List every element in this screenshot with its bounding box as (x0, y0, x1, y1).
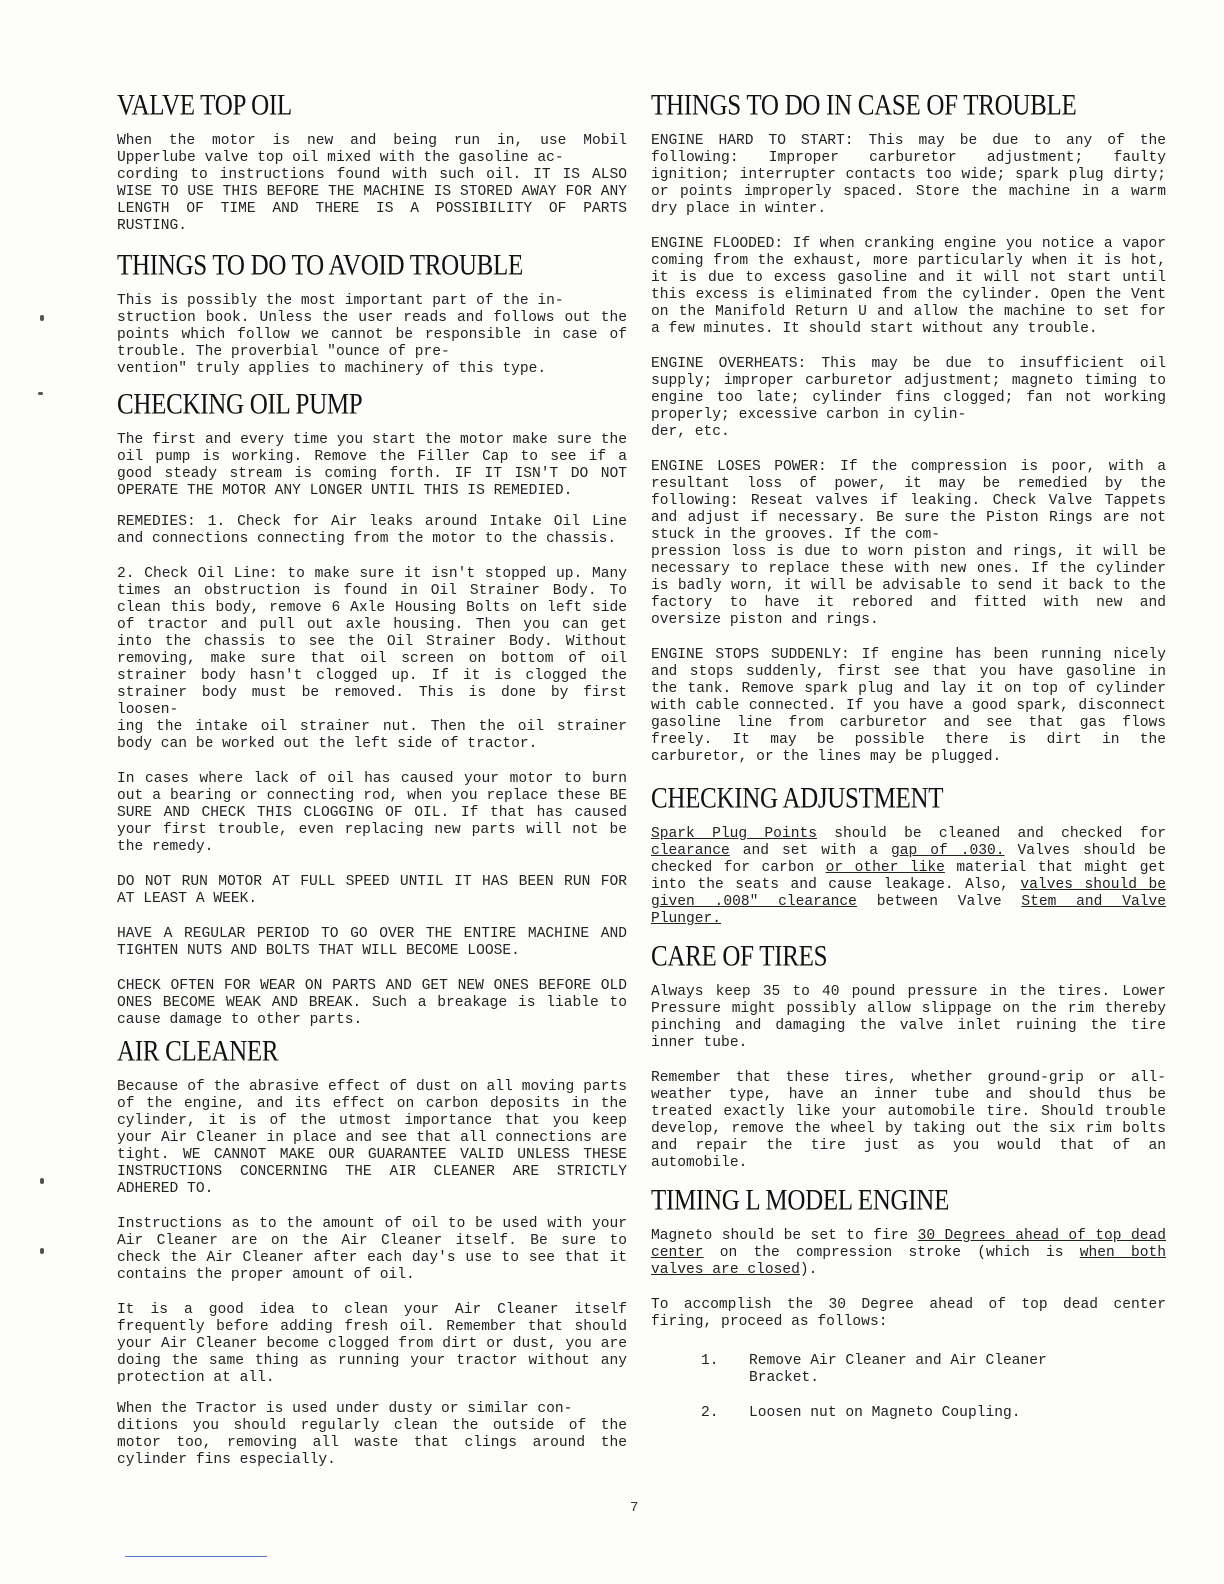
section-valve-top-oil (117, 89, 627, 235)
underlined-text: Stem and Valve Plunger. (651, 894, 1166, 927)
paragraph (651, 826, 1166, 928)
scan-speck (40, 1248, 44, 1254)
paragraph: ENGINE HARD TO START: This may be due to any of the following: Improper carburetor adjustment; faulty ignition; interrupter contacts too wide; spark plug dirty; or points improperly spaced. Store the machine in a warm dry place in winter. (651, 133, 1166, 217)
heading-checking-oil-pump: CHECKING OIL PUMP (117, 388, 363, 421)
section-care-of-tires (651, 940, 1166, 1172)
paragraph: When the Tractor is used under dusty or similar con- ditions you should regularly clean the outside of the motor too, removing all waste that clings around the cylinder fins especially. (117, 1401, 627, 1468)
section-avoid-trouble (117, 249, 627, 378)
paragraph: It is a good idea to clean your Air Cleaner itself frequently before adding fresh oil. Remember that should your Air Cleaner become clogged from dirt or dust, you are doing the same thing as running your tractor without any protection at all. (117, 1302, 627, 1386)
paragraph: 2. Check Oil Line: to make sure it isn't stopped up. Many times an obstruction is found in Oil Strainer Body. To clean this body, remove 6 Axle Housing Bolts on left side of tractor and pull out axle housing. Then you can get into the chassis to see the Oil Strainer Body. Without removing, make sure that oil screen on bottom of oil strainer body hasn't clogged up. If it is clogged the strainer body must be removed. This is done by first loosen- ing the intake oil strainer nut. Then the oil strainer body can be worked out the left side of tractor. (117, 566, 627, 752)
text-run: and set with a (729, 843, 891, 859)
step-text: Remove Air Cleaner and Air Cleaner Bracket. (749, 1353, 1047, 1386)
text-run: between Valve (856, 894, 1022, 910)
heading-care-of-tires: CARE OF TIRES (651, 940, 828, 973)
text-run: Magneto should be set to fire (651, 1228, 918, 1244)
steps-list (651, 1353, 1166, 1422)
paragraph: ENGINE LOSES POWER: If the compression is poor, with a resultant loss of power, it may be remedied by the following: Reseat valves if leaking. Check Valve Tappets and adjust if necessary. Be sure the Piston Rings are not stuck in the grooves. If the com- pression loss is due to worn piston and rings, it will be necessary to replace these with new ones. If the cylinder is badly worn, it will be advisable to send it back to the factory to have it rebored and fitted with new and oversize piston and rings. (651, 459, 1166, 628)
section-timing (651, 1184, 1166, 1422)
heading-avoid-trouble: THINGS TO DO TO AVOID TROUBLE (117, 249, 523, 282)
underlined-text: gap of .030. (890, 843, 1005, 859)
paragraph: To accomplish the 30 Degree ahead of top dead center firing, proceed as follows: (651, 1297, 1166, 1330)
paragraph: In cases where lack of oil has caused your motor to burn out a bearing or connecting rod, when you replace these BE SURE AND CHECK THIS CLOGGING OF OIL. If that has caused your first trouble, even replacing new parts will not be the remedy. (117, 771, 627, 855)
paragraph: When the motor is new and being run in, use Mobil Upperlube valve top oil mixed with the gasoline ac- cording to instructions found with such oil. IT IS ALSO WISE TO USE THIS BEFORE THE MACHINE IS STORED AWAY FOR ANY LENGTH OF TIME AND THERE IS A POSSIBILITY OF PARTS RUSTING. (117, 133, 627, 234)
heading-air-cleaner: AIR CLEANER (117, 1035, 279, 1068)
underlined-text: 30 Degrees ahead of top dead center (651, 1228, 1166, 1261)
left-column (117, 89, 627, 1481)
section-checking-oil-pump (117, 388, 627, 1029)
heading-timing: TIMING L MODEL ENGINE (651, 1184, 950, 1217)
paragraph: Instructions as to the amount of oil to be used with your Air Cleaner are on the Air Cleaner itself. Be sure to check the Air Cleaner after each day's use to see that it contains the proper amount of oil. (117, 1216, 627, 1283)
paragraph: Because of the abrasive effect of dust on all moving parts of the engine, and its effect on carbon deposits in the cylinder, it is of the utmost importance that you keep your Air Cleaner in place and see that all connections are tight. WE CANNOT MAKE OUR GUARANTEE VALID UNLESS THESE INSTRUCTIONS CONCERNING THE AIR CLEANER ARE STRICTLY ADHERED TO. (117, 1079, 627, 1197)
step-number: 1. (701, 1353, 719, 1369)
paragraph: This is possibly the most important part of the in- struction book. Unless the user reads and follows out the points which follow we cannot be responsible in case of trouble. The proverbial "ounce of pre- vention" truly applies to machinery of this type. (117, 293, 627, 377)
underlined-text: valves should be given .008" clearance (651, 877, 1167, 910)
text-run: material that might get into the seats and cause leakage. Also, (651, 860, 1166, 893)
list-item (651, 1353, 1166, 1387)
underlined-text: when both valves are closed (651, 1245, 1166, 1278)
underlined-text: Spark Plug Points (651, 826, 817, 842)
heading-checking-adjustment: CHECKING ADJUSTMENT (651, 782, 944, 815)
paragraph: The first and every time you start the motor make sure the oil pump is working. Remove the Filler Cap to see if a good steady stream is coming forth. IF IT ISN'T DO NOT OPERATE THE MOTOR ANY LONGER UNTIL THIS IS REMEDIED. (117, 432, 627, 499)
paragraph: DO NOT RUN MOTOR AT FULL SPEED UNTIL IT HAS BEEN RUN FOR AT LEAST A WEEK. (117, 874, 627, 907)
text-run: on the compression stroke (which is (703, 1245, 1080, 1261)
text-run: should be cleaned and checked for (816, 826, 1166, 842)
underlined-text: or other like (825, 860, 945, 876)
text-run: Valves should be checked for carbon (651, 843, 1166, 876)
scan-speck (38, 392, 43, 395)
step-number: 2. (701, 1405, 719, 1421)
section-air-cleaner (117, 1035, 627, 1469)
paragraph: CHECK OFTEN FOR WEAR ON PARTS AND GET NEW ONES BEFORE OLD ONES BECOME WEAK AND BREAK. Such a breakage is liable to cause damage to other parts. (117, 978, 627, 1028)
right-column (651, 89, 1167, 1440)
list-item (651, 1405, 1166, 1422)
paragraph: Remember that these tires, whether ground-grip or all-weather type, have an inner tube and should thus be treated exactly like your automobile tire. Should trouble develop, remove the wheel by taking out the six rim bolts and repair the tire just as you would that of an automobile. (651, 1070, 1166, 1171)
paragraph: Always keep 35 to 40 pound pressure in the tires. Lower Pressure might possibly allow slippage on the rim thereby pinching and damaging the valve inlet ruining the tire inner tube. (651, 984, 1166, 1051)
scan-speck (40, 315, 44, 321)
text-run: ). (799, 1262, 818, 1278)
footer-rule (125, 1556, 267, 1557)
page-number: 7 (630, 1500, 639, 1516)
heading-valve-top-oil: VALVE TOP OIL (117, 89, 292, 122)
paragraph: ENGINE OVERHEATS: This may be due to insufficient oil supply; improper carburetor adjustment; magneto timing to engine too late; cylinder fins clogged; fan not working properly; excessive carbon in cylin- der, etc. (651, 356, 1166, 440)
paragraph: HAVE A REGULAR PERIOD TO GO OVER THE ENTIRE MACHINE AND TIGHTEN NUTS AND BOLTS THAT WILL BECOME LOOSE. (117, 926, 627, 959)
heading-trouble: THINGS TO DO IN CASE OF TROUBLE (651, 89, 1077, 122)
paragraph: ENGINE FLOODED: If when cranking engine you notice a vapor coming from the exhaust, more particularly when it is hot, it is due to excess gasoline and it will not start until this excess is eliminated from the cylinder. Open the Vent on the Manifold Return U and allow the machine to set for a few minutes. It should start without any trouble. (651, 236, 1166, 337)
paragraph: ENGINE STOPS SUDDENLY: If engine has been running nicely and stops suddenly, first see that you have gasoline in the tank. Remove spark plug and lay it on top of cylinder with cable connected. If you have a good spark, disconnect gasoline line from carburetor and see that gas flows freely. It may be possible there is dirt in the carburetor, or the lines may be plugged. (651, 647, 1166, 765)
step-text: Loosen nut on Magneto Coupling. (749, 1405, 1021, 1421)
section-trouble (651, 89, 1166, 766)
paragraph: REMEDIES: 1. Check for Air leaks around Intake Oil Line and connections connecting from the motor to the chassis. (117, 514, 627, 547)
paragraph (651, 1228, 1166, 1279)
scan-speck (40, 1178, 44, 1184)
underlined-text: clearance (651, 843, 730, 859)
section-checking-adjustment (651, 782, 1167, 928)
